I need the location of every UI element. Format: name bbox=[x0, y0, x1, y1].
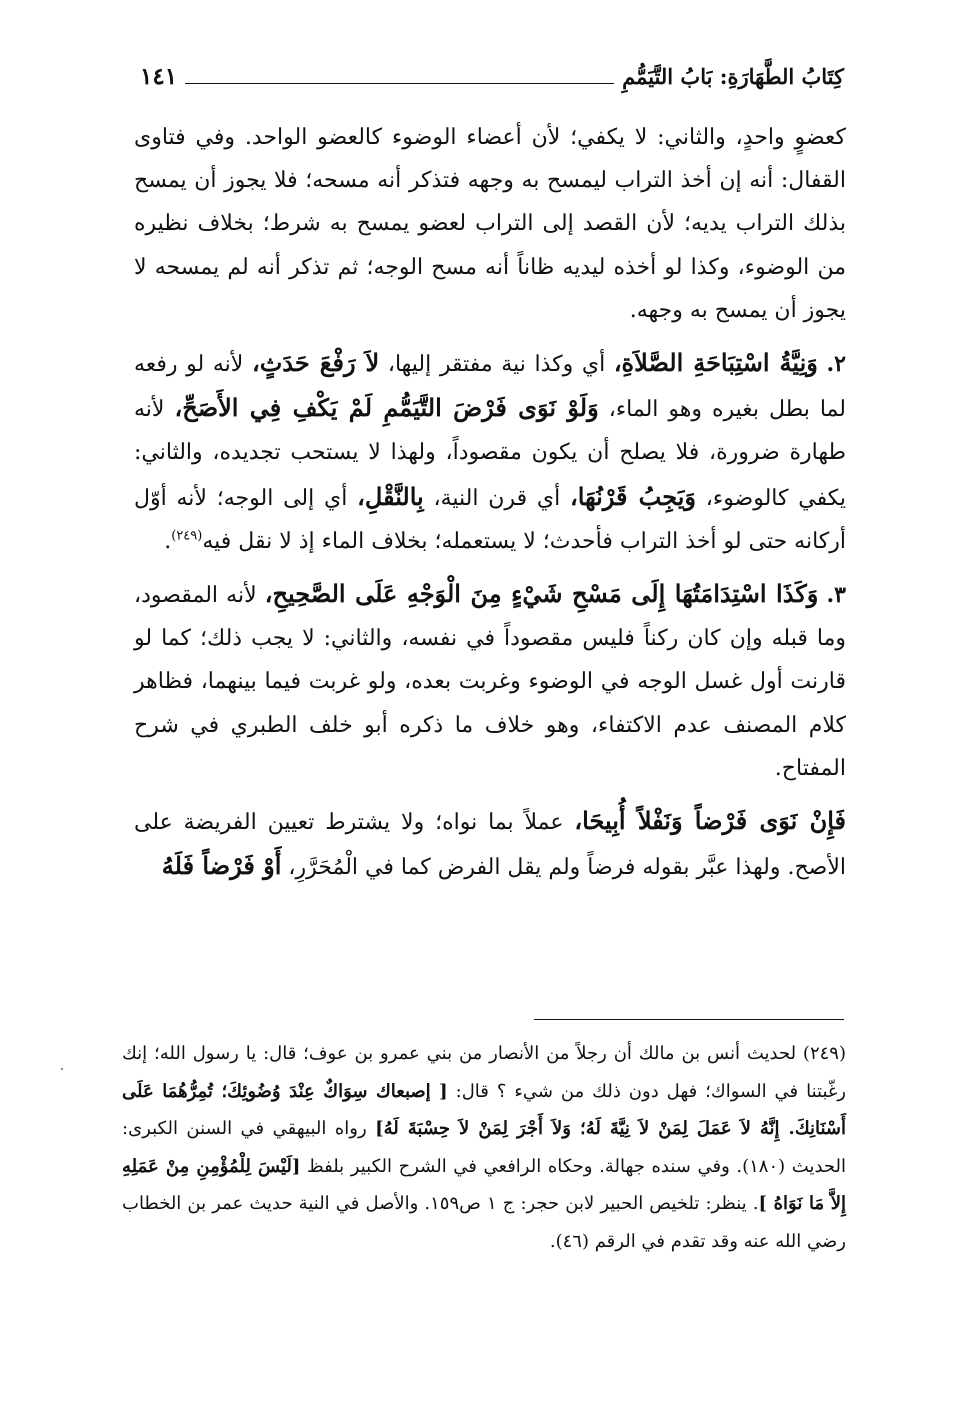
hadith-quote: [لَيْسَ لِلْمُؤْمِنِ مِنْ عَمَلِهِ إِلاَّ مَا نَوَاهُ ] bbox=[122, 1155, 846, 1214]
paragraph-3 bbox=[134, 572, 846, 790]
matn-segment: وَكَذَا اسْتِدَامَتُهَا إِلَى مَسْحِ شَيْءٍ مِنَ الْوَجْهِ عَلَى الصَّحِيحِ، bbox=[264, 579, 819, 609]
matn-segment: أَوْ فَرْضاً فَلَهُ bbox=[161, 851, 282, 881]
scan-speck bbox=[61, 1068, 63, 1070]
matn-segment: وَنِيَّةُ اسْتِبَاحَةِ الصَّلاَةِ، bbox=[613, 348, 818, 378]
header-rule bbox=[185, 83, 614, 84]
footnote-text: (٢٤٩) لحديث أنس بن مالك أن رجلاً من الأنصار من بني عمرو بن عوف؛ قال: يا رسول الله؛ إنك رغّبتنا في السواك؛ فهل دون ذلك من شيء ؟ قال: bbox=[122, 1043, 846, 1102]
item-number-2: ٢. bbox=[826, 351, 846, 378]
matn-segment: لاَ رَفْعَ حَدَثٍ، bbox=[251, 348, 380, 378]
item-number-3: ٣. bbox=[826, 582, 846, 609]
running-header bbox=[140, 52, 844, 92]
commentary-segment: عملاً بما نواه؛ ولا يشترط تعيين الفريضة على الأصح. ولهذا عبَّر بقوله فرضاً ولم يقل الفرض كما في الْمُحَرَّرِ، bbox=[134, 810, 846, 881]
paragraph-2 bbox=[134, 341, 846, 563]
commentary-segment: أي وكذا نية مفتقر إليها، bbox=[379, 352, 614, 378]
paragraph-1 bbox=[134, 116, 846, 332]
commentary-segment: لأنه المقصود، وما قبله وإن كان ركناً فليس مقصوداً في نفسه، والثاني: لا يجب ذلك؛ كما لو قارنت أول غسل الوجه في الوضوء وغربت بعده، ولو غربت فيما بينهما، فظاهر كلام المصنف عدم الاكتفاء، وهو خلاف ما ذكره أبو خلف الطبري في شرح المفتاح. bbox=[134, 583, 846, 781]
footnote-separator bbox=[534, 1019, 844, 1020]
paragraph-1-text: كعضوٍ واحدٍ، والثاني: لا يكفي؛ لأن أعضاء الوضوء كالعضو الواحد. وفي فتاوى القفال: أنه إن أخذ التراب ليمسح به وجهه فتذكر أنه مسحه؛ فلا يجوز أن يمسح بذلك التراب يديه؛ لأن القصد إلى التراب لعضو يمسح به شرط؛ بخلاف نظيره من الوضوء، وكذا لو أخذه ليديه ظاناً أنه مسح الوجه؛ ثم تذكر أنه لم يمسحه لا يجوز أن يمسح به وجهه. bbox=[134, 125, 847, 323]
matn-segment: وَلَوْ نَوَى فَرْضَ التَّيَمُّمِ لَمْ يَكْفِ فِي الأَصَحِّ، bbox=[174, 393, 599, 423]
chapter-title: كِتَابُ الطَّهَارَةِ: بَابُ التَّيَمُّمِ bbox=[622, 64, 844, 89]
footnote-reference[interactable]: (٢٤٩) bbox=[171, 528, 203, 544]
commentary-segment: لأنه لو رفعه لما بطل بغيره وهو الماء، bbox=[134, 352, 846, 423]
footnote-text: . ينظر: تلخيص الحبير لابن حجر: ج ١ ص١٥٩. والأصل في النية حديث عمر بن الخطاب رضي الله عنه وقد تقدم في الرقم (٤٦). bbox=[122, 1193, 846, 1252]
commentary-segment: أي إلى الوجه؛ لأنه أوّل أركانه حتى لو أخذ التراب فأحدث؛ لا يستعمله؛ بخلاف الماء إذ لا نقل فيه bbox=[134, 485, 846, 554]
paragraph-4 bbox=[134, 799, 846, 889]
matn-segment: وَيَجِبُ قَرْنُهَا، bbox=[569, 481, 696, 511]
commentary-segment: لأنه طهارة ضرورة، فلا يصلح أن يكون مقصوداً، ولهذا لا يستحب تجديده، والثاني: يكفي كالوضوء، bbox=[134, 397, 846, 511]
matn-segment: فَإِنْ نَوَى فَرْضاً وَنَفْلاً أُبِيحَا، bbox=[574, 806, 846, 836]
footnote-text: رواه البيهقي في السنن الكبرى: الحديث (١٨٠). وفي سنده جهالة. وحكاه الرافعي في الشرح الكبير بلفظ bbox=[122, 1118, 847, 1177]
page-number: ١٤١ bbox=[140, 63, 178, 90]
matn-segment: بِالنَّقْلِ، bbox=[357, 481, 424, 511]
hadith-quote: [ إصبعاك سِوَاكٌ عِنْدَ وُضُوئِكَ؛ تُمِرُّهُمَا عَلَى أَسْنَانِكَ. إِنَّهُ لاَ عَمَلَ لِمَنْ لاَ نِيَّةَ لَهُ؛ وَلاَ أَجْرَ لِمَنْ لاَ حِسْبَةَ لَهُ] bbox=[122, 1080, 847, 1139]
punctuation: . bbox=[164, 528, 172, 554]
footnotes bbox=[122, 1035, 846, 1260]
footnote-249 bbox=[122, 1035, 846, 1260]
main-text bbox=[134, 116, 846, 898]
commentary-segment: أي قرن النية، bbox=[423, 485, 570, 511]
